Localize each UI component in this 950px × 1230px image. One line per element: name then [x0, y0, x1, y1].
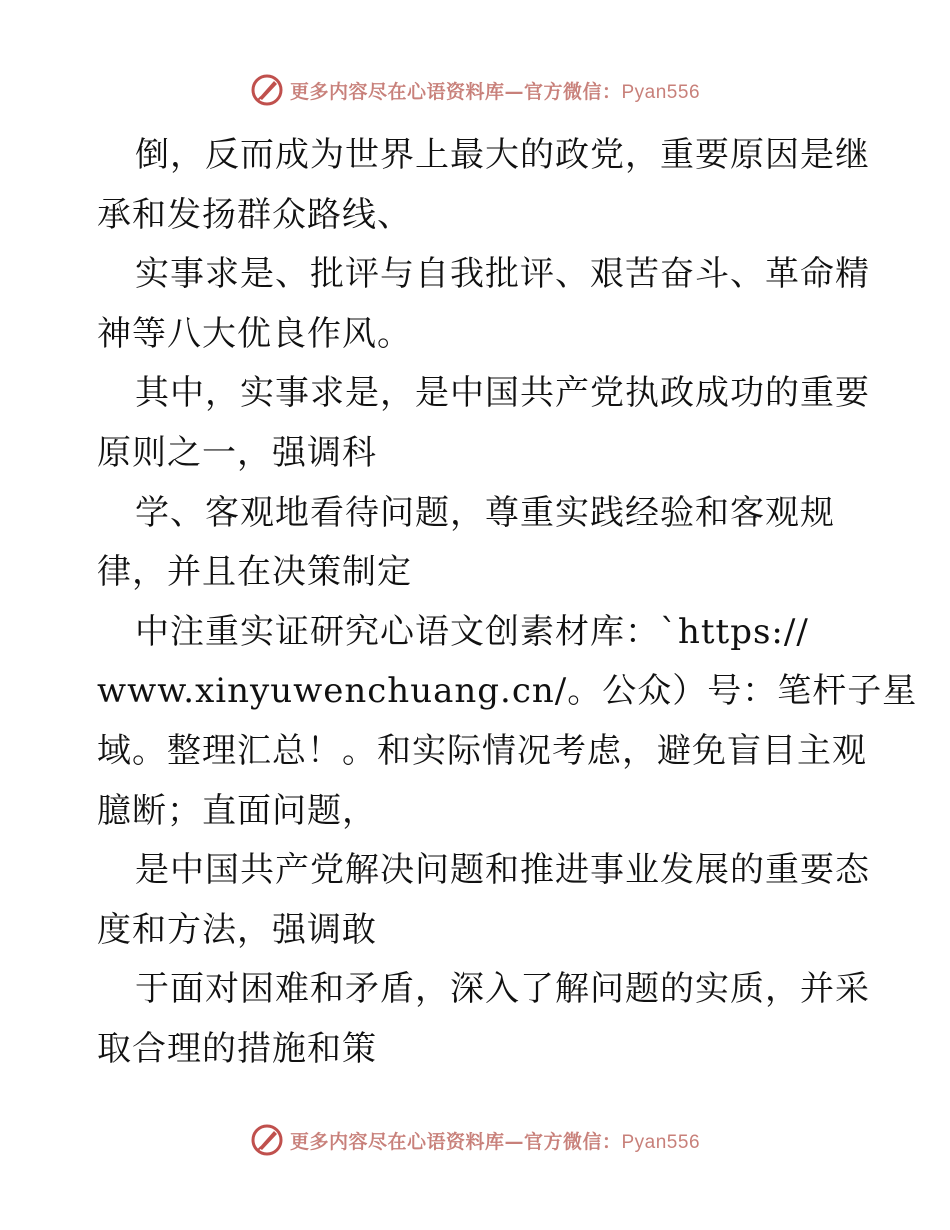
banner-label: 更多内容尽在心语资料库—官方微信：	[289, 80, 622, 103]
banner-text	[290, 1127, 700, 1154]
text-line: 度和方法，强调敢	[97, 909, 377, 950]
banner-label: 更多内容尽在心语资料库—官方微信：	[289, 1130, 622, 1153]
banner-wechat-id: Pyan556	[621, 81, 701, 103]
document-body	[97, 126, 918, 1080]
text-line: 是中国共产党解决问题和推进事业发展的重要态	[135, 850, 870, 891]
quill-pen-logo-icon	[250, 1123, 284, 1157]
banner-text	[290, 77, 700, 104]
text-line: 取合理的措施和策	[97, 1028, 377, 1069]
header-banner	[0, 70, 950, 110]
text-line: 实事求是、批评与自我批评、艰苦奋斗、革命精	[135, 254, 870, 295]
text-line: www.xinyuwenchuang.cn/。公众）号：笔杆子星	[97, 671, 918, 712]
text-line: 倒，反而成为世界上最大的政党，重要原因是继	[135, 135, 870, 175]
text-line: 于面对困难和矛盾，深入了解问题的实质，并采	[135, 969, 870, 1010]
quill-pen-logo-icon	[250, 73, 284, 107]
text-line: 域。整理汇总！。和实际情况考虑，避免盲目主观	[97, 730, 867, 771]
text-line: 承和发扬群众路线、	[97, 194, 412, 235]
text-line: 中注重实证研究心语文创素材库：`https://	[135, 611, 809, 652]
text-line: 神等八大优良作风。	[97, 313, 412, 354]
text-line: 其中，实事求是，是中国共产党执政成功的重要	[135, 373, 870, 414]
banner-wechat-id: Pyan556	[621, 1131, 701, 1153]
text-line: 学、客观地看待问题，尊重实践经验和客观规	[135, 492, 835, 533]
text-line: 律，并且在决策制定	[97, 552, 412, 593]
footer-banner	[0, 1120, 950, 1160]
text-line: 原则之一，强调科	[97, 432, 377, 473]
text-line: 臆断；直面问题，	[97, 790, 377, 831]
